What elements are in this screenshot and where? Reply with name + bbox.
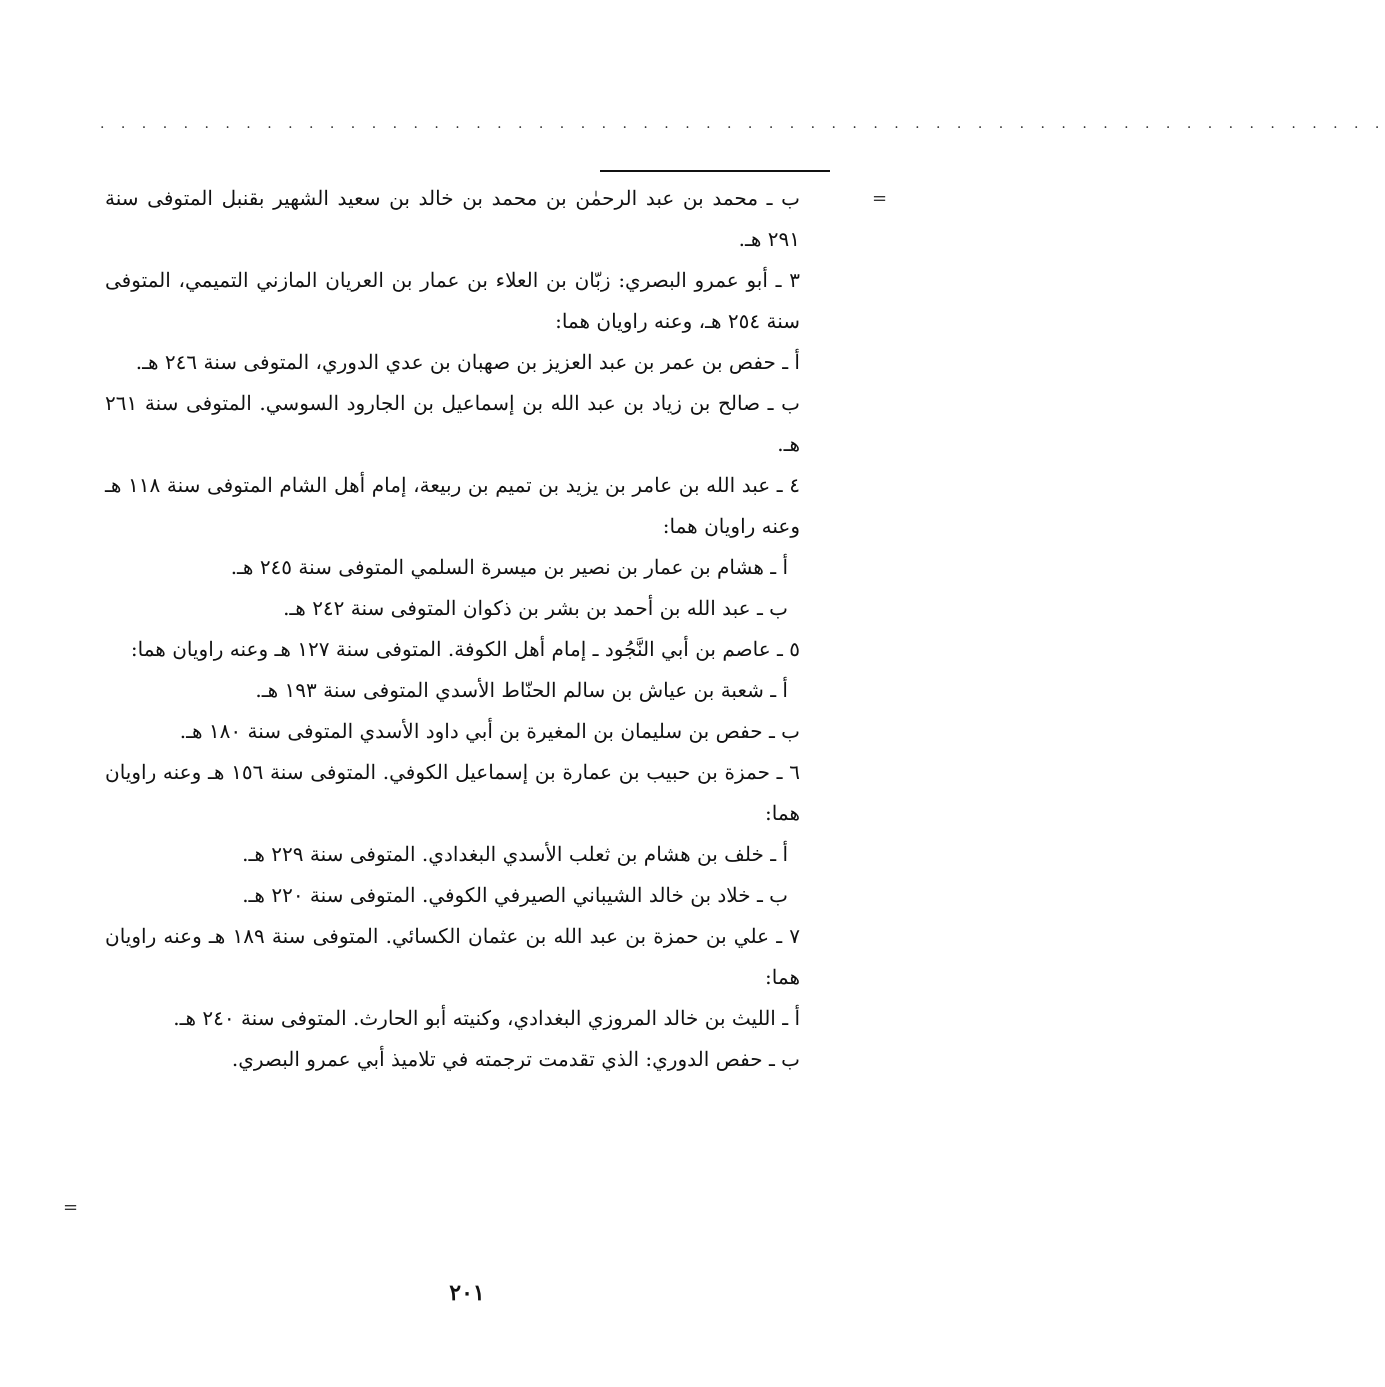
footnote-rule — [600, 170, 830, 172]
paragraph: أ ـ خلف بن هشام بن ثعلب الأسدي البغدادي. المتوفى سنة ٢٢٩ هـ. — [242, 842, 788, 866]
paragraph: ٤ ـ عبد الله بن عامر بن يزيد بن تميم بن ربيعة، إمام أهل الشام المتوفى سنة ١١٨ هـ وعنه راويان هما: — [105, 473, 800, 538]
paragraph: ب ـ محمد بن عبد الرحمٰن بن محمد بن خالد بن سعيد الشهير بقنبل المتوفى سنة ٢٩١ هـ. — [105, 186, 800, 251]
margin-mark-top: = — [872, 188, 888, 209]
margin-mark-bottom: = — [63, 1197, 79, 1218]
page-number: ٢٠١ — [449, 1280, 485, 1306]
paragraph: ب ـ صالح بن زياد بن عبد الله بن إسماعيل بن الجارود السوسي. المتوفى سنة ٢٦١ هـ. — [105, 391, 800, 456]
paragraph: ٧ ـ علي بن حمزة بن عبد الله بن عثمان الكسائي. المتوفى سنة ١٨٩ هـ وعنه راويان هما: — [105, 924, 800, 989]
paragraph: أ ـ شعبة بن عياش بن سالم الحنّاط الأسدي المتوفى سنة ١٩٣ هـ. — [255, 678, 788, 702]
paragraph: ب ـ حفص بن سليمان بن المغيرة بن أبي داود الأسدي المتوفى سنة ١٨٠ هـ. — [179, 719, 800, 743]
paragraph: أ ـ الليث بن خالد المروزي البغدادي، وكنيته أبو الحارث. المتوفى سنة ٢٤٠ هـ. — [173, 1006, 800, 1030]
paragraph: ٥ ـ عاصم بن أبي النَّجُود ـ إمام أهل الكوفة. المتوفى سنة ١٢٧ هـ وعنه راويان هما: — [130, 637, 800, 661]
dotted-separator: . . . . . . . . . . . . . . . . . . . . . . . . . . . . . . . . . . . . . . . . . . . . . . . . . . . . . . . . . . . . . . — [100, 116, 1385, 132]
paragraph: ٣ ـ أبو عمرو البصري: زبّان بن العلاء بن عمار بن العريان المازني التميمي، المتوفى سنة ٢٥٤ هـ، وعنه راويان هما: — [105, 268, 800, 333]
paragraph: ب ـ خلاد بن خالد الشيباني الصيرفي الكوفي. المتوفى سنة ٢٢٠ هـ. — [242, 883, 788, 907]
paragraph: ٦ ـ حمزة بن حبيب بن عمارة بن إسماعيل الكوفي. المتوفى سنة ١٥٦ هـ وعنه راويان هما: — [105, 760, 800, 825]
footnote-text — [105, 178, 830, 1080]
paragraph: أ ـ حفص بن عمر بن عبد العزيز بن صهبان بن عدي الدوري، المتوفى سنة ٢٤٦ هـ. — [135, 350, 800, 374]
paragraph: ب ـ حفص الدوري: الذي تقدمت ترجمته في تلاميذ أبي عمرو البصري. — [231, 1047, 800, 1071]
paragraph: ب ـ عبد الله بن أحمد بن بشر بن ذكوان المتوفى سنة ٢٤٢ هـ. — [283, 596, 788, 620]
paragraph: أ ـ هشام بن عمار بن نصير بن ميسرة السلمي المتوفى سنة ٢٤٥ هـ. — [230, 555, 788, 579]
